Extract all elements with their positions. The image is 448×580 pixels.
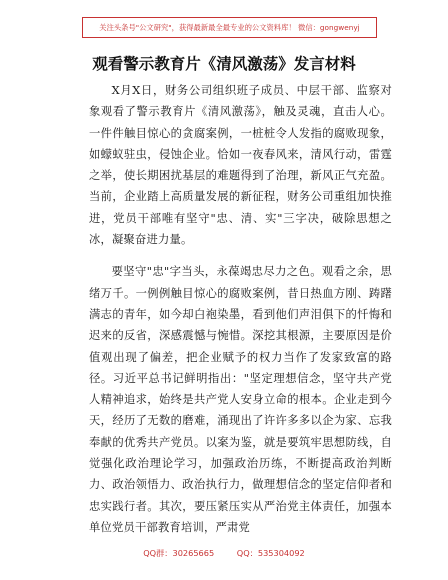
document-title: 观看警示教育片《清风激荡》发言材料 (92, 55, 356, 73)
qq-group-text: QQ群：30265665 (143, 548, 215, 558)
qq-number-text: QQ：535304092 (236, 548, 305, 558)
promo-banner: 关注头条号"公文研究"，获得最新最全最专业的公文资料库！ 微信：gongwenyj (82, 17, 377, 38)
paragraph: 要坚守"忠"字当头，永葆竭忠尽力之色。观看之余，思绪万千。一例例触目惊心的腐败案例，昔日热血方刚、踌躇满志的青年，如今却白袍染墨，看到他们声泪俱下的忏悔和迟来的反省，深感震憾与惋惜。深挖其根源，主要原因是价值观出现了偏差，把企业赋予的权力当作了发家致富的路径。习近平总书记鲜明指出："坚定理想信念，坚守共产党人精神追求，始终是共产党人安身立命的根本。企业走到今天，经历了无数的磨难，涌现出了许许多多以企为家、忘我奉献的优秀共产党员。以案为鉴，就是要筑牢思想防线，自觉强化政治理论学习，加强政治历练，不断提高政治判断力、政治领悟力、政治执行力，做理想信念的坚定信仰者和忠实践行者。其次，要压紧压实从严治党主体责任，加强本单位党员干部教育培训，严肃党 (89, 265, 392, 534)
document-body (89, 80, 392, 538)
footer-contact (0, 548, 448, 559)
paragraph: X月X日，财务公司组织班子成员、中层干部、监察对象观看了警示教育片《清风激荡》，触及灵魂，直击人心。一件件触目惊心的贪腐案例，一桩桩令人发指的腐败现象，如蠓蚁驻虫，侵蚀企业。恰如一夜春风来，清风行动，雷霆之举，使长期困扰基层的难题得到了治理，新风正气充盈。当前，企业踏上高质量发展的新征程，财务公司重组加快推进，党员干部唯有坚守"忠、清、实"三字决，破除思想之冰，凝聚奋进力量。 (89, 84, 392, 247)
